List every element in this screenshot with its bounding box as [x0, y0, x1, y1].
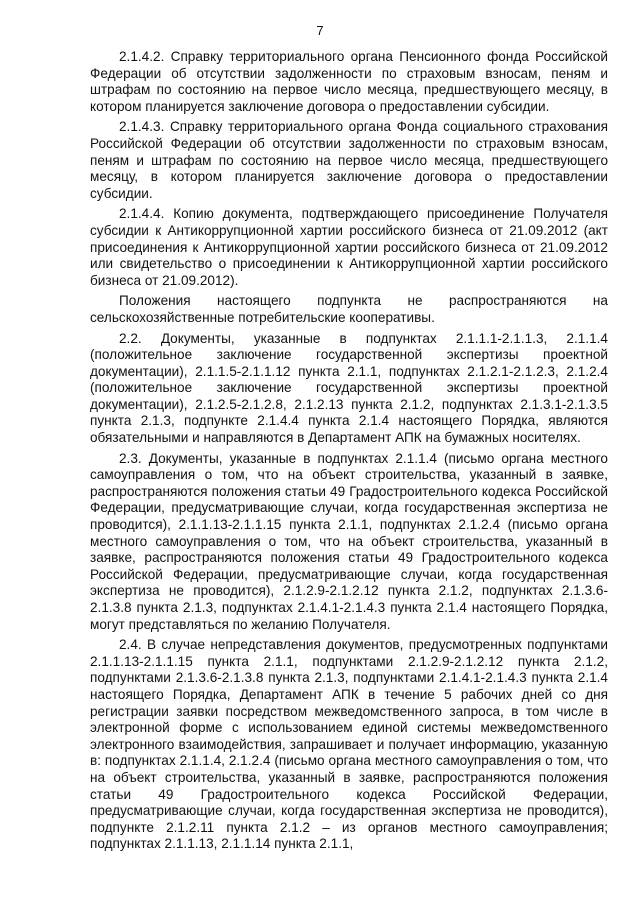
paragraph-2-1-4-3: 2.1.4.3. Справку территориального органа Фонда социального страхования Российской Федерации об отсутствии задолженности по страховым взносам, пеням и штрафам по состоянию на первое число месяца, предшествующего месяцу, в котором планируется заключение договора о предоставлении субсидии. — [90, 119, 608, 201]
paragraph-exemption: Положения настоящего подпункта не распространяются на сельскохозяйственные потребительские кооперативы. — [90, 293, 608, 325]
paragraph-2-1-4-4: 2.1.4.4. Копию документа, подтверждающего присоединение Получателя субсидии к Антикоррупционной хартии российского бизнеса от 21.09.2012 (акт присоединения к Антикоррупционной хартии российского бизнеса от 21.09.2012 или свидетельство о присоединении к Антикоррупционной хартии российского бизнеса от 21.09.2012). — [90, 206, 608, 288]
paragraph-2-3: 2.3. Документы, указанные в подпунктах 2.1.1.4 (письмо органа местного самоуправления о том, что на объект строительства, указанный в заявке, распространяются положения статьи 49 Градостроительного кодекса Российской Федерации, предусматривающие случаи, когда государственная экспертиза не проводится), 2.1.1.13-2.1.1.15 пункта 2.1.1, подпунктах 2.1.2.4 (письмо органа местного самоуправления о том, что на объект строительства, указанный в заявке, распространяются положения статьи 49 Градостроительного кодекса Российской Федерации, предусматривающие случаи, когда государственная экспертиза не проводится), 2.1.2.9-2.1.2.12 пункта 2.1.2, подпунктах 2.1.3.6-2.1.3.8 пункта 2.1.3, подпунктах 2.1.4.1-2.1.4.3 пункта 2.1.4 настоящего Порядка, могут представляться по желанию Получателя. — [90, 450, 608, 632]
page-number: 7 — [316, 23, 324, 38]
paragraph-2-1-4-2: 2.1.4.2. Справку территориального органа Пенсионного фонда Российской Федерации об отсутствии задолженности по страховым взносам, пеням и штрафам по состоянию на первое число месяца, предшествующего месяцу, в котором планируется заключение договора о предоставлении субсидии. — [90, 49, 608, 114]
paragraph-2-4: 2.4. В случае непредставления документов, предусмотренных подпунктами 2.1.1.13-2.1.1.15 пункта 2.1.1, подпунктами 2.1.2.9-2.1.2.12 пункта 2.1.2, подпунктами 2.1.3.6-2.1.3.8 пункта 2.1.3, подпунктами 2.1.4.1-2.1.4.3 пункта 2.1.4 настоящего Порядка, Департамент АПК в течение 5 рабочих дней со дня регистрации заявки посредством межведомственного запроса, в том числе в электронной форме с использованием единой системы межведомственного электронного взаимодействия, запрашивает и получает информацию, указанную в: подпунктах 2.1.1.4, 2.1.2.4 (письмо органа местного самоуправления о том, что на объект строительства, указанный в заявке, распространяются положения статьи 49 Градостроительного кодекса Российской Федерации, предусматривающие случаи, когда государственная экспертиза не проводится), подпункте 2.1.2.11 пункта 2.1.2 – из органов местного самоуправления; подпунктах 2.1.1.13, 2.1.1.14 пункта 2.1.1, — [90, 637, 608, 852]
document-body — [90, 49, 608, 857]
paragraph-2-2: 2.2. Документы, указанные в подпунктах 2.1.1.1-2.1.1.3, 2.1.1.4 (положительное заключение государственной экспертизы проектной документации), 2.1.1.5-2.1.1.12 пункта 2.1.1, подпунктах 2.1.2.1-2.1.2.3, 2.1.2.4 (положительное заключение государственной экспертизы проектной документации), 2.1.2.5-2.1.2.8, 2.1.2.13 пункта 2.1.2, подпунктах 2.1.3.1-2.1.3.5 пункта 2.1.3, подпункте 2.1.4.4 пункта 2.1.4 настоящего Порядка, являются обязательными и направляются в Департамент АПК на бумажных носителях. — [90, 330, 608, 446]
